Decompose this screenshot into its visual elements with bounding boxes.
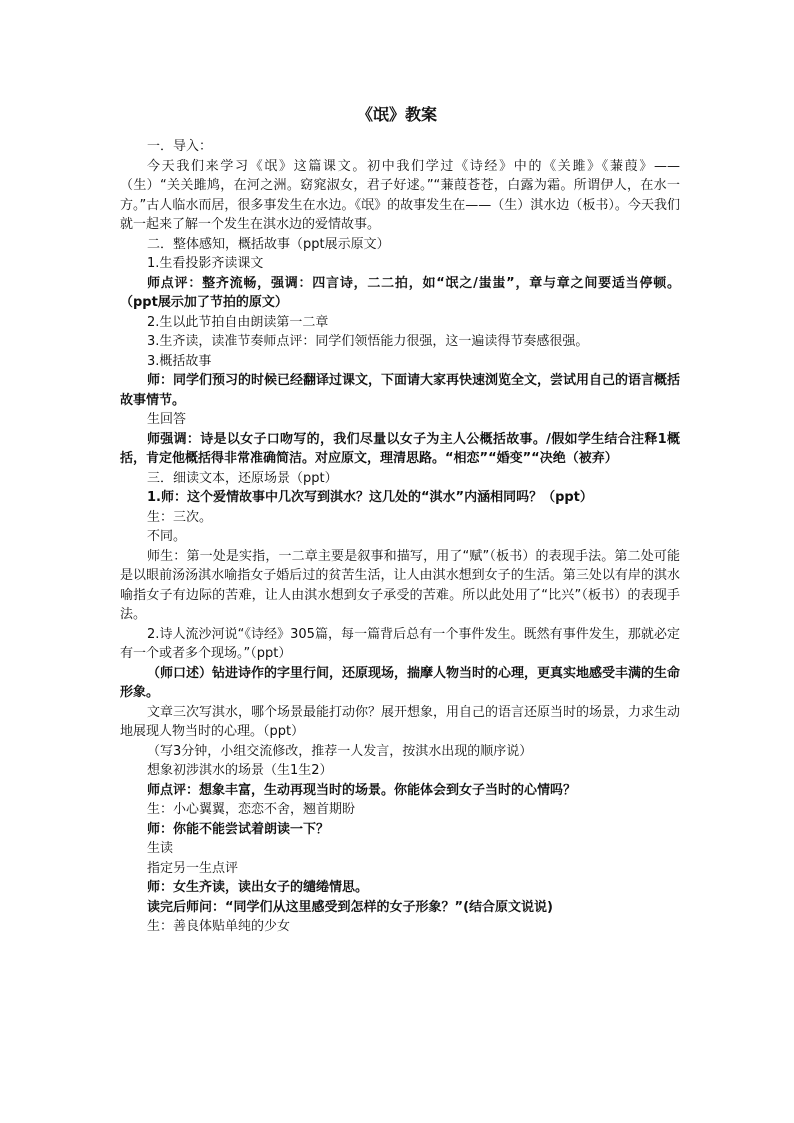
paragraph: 文章三次写淇水，哪个场景最能打动你？展开想象，用自己的语言还原当时的场景，力求生动地展现人物当时的心理。（ppt） [120, 704, 681, 739]
paragraph: 3.生齐读，读准节奏师点评：同学们领悟能力很强，这一遍读得节奏感很强。 [147, 334, 589, 349]
paragraph: 2.生以此节拍自由朗读第一二章 [147, 314, 329, 330]
paragraph: 2.诗人流沙河说“《诗经》305篇，每一篇背后总有一个事件发生。既然有事件发生，那就必定有一个或者多个现场。”（ppt） [120, 626, 680, 661]
paragraph: 一．导入： [147, 139, 213, 154]
paragraph: 师点评：整齐流畅，强调：四言诗，二二拍，如“氓之/蚩蚩”，章与章之间要适当停顿。（ppt展示加了节拍的原文） [120, 275, 680, 310]
paragraph: 师：同学们预习的时候已经翻译过课文，下面请大家再快速浏览全文，尝试用自己的语言概括故事情节。 [120, 373, 681, 408]
paragraph: 三．细读文本，还原场景（ppt） [147, 470, 338, 486]
paragraph: 生：三次。 [147, 509, 213, 525]
document-title: 《氓》教案 [356, 105, 437, 124]
paragraph: 二．整体感知，概括故事（ppt展示原文） [147, 236, 390, 252]
paragraph: （写3分钟，小组交流修改，推荐一人发言，按淇水出现的顺序说） [147, 743, 533, 759]
paragraph: 生读 [147, 841, 174, 856]
paragraph: 3.概括故事 [147, 353, 212, 369]
paragraph: 师：你能不能尝试着朗读一下？ [147, 821, 330, 837]
paragraph: 生：善良体贴单纯的少女 [147, 919, 291, 934]
paragraph: （师口述）钻进诗作的字里行间，还原现场，揣摩人物当时的心理，更真实地感受丰满的生命形象。 [120, 665, 681, 700]
paragraph: 1.师：这个爱情故事中几次写到淇水？这几处的“淇水”内涵相同吗？（ppt） [147, 490, 593, 505]
paragraph: 今天我们来学习《氓》这篇课文。初中我们学过《诗经》中的《关雎》《蒹葭》——（生）“关关雎鸠，在河之洲。窈窕淑女，君子好逑。”“蒹葭苍苍，白露为霜。所谓伊人，在水一方。”古人临水而居，很多事发生在水边。《氓》的故事发生在——（生）淇水边（板书）。今天我们就一起来了解一个发生在淇水边的爱情故事。 [120, 158, 680, 232]
paragraph: 生回答 [147, 412, 187, 427]
paragraph: 生：小心翼翼，恋恋不舍，翘首期盼 [147, 802, 356, 817]
paragraph: 师强调：诗是以女子口吻写的，我们尽量以女子为主人公概括故事。/假如学生结合注释1概括，肯定他概括得非常准确简洁。对应原文，理清思路。“相恋”“婚变”“决绝（被弃） [120, 431, 680, 466]
paragraph: 指定另一生点评 [147, 860, 239, 876]
paragraph: 不同。 [147, 529, 187, 544]
document-body [120, 137, 680, 937]
paragraph: 师点评：想象丰富，生动再现当时的场景。你能体会到女子当时的心情吗？ [147, 782, 577, 798]
paragraph: 师生：第一处是实指，一二章主要是叙事和描写，用了“赋”（板书）的表现手法。第二处可能是以眼前汤汤淇水喻指女子婚后过的贫苦生活，让人由淇水想到女子的生活。第三处以有岸的淇水喻指女子有边际的苦难，让人由淇水想到女子承受的苦难。所以此处用了“比兴”（板书）的表现手法。 [120, 548, 680, 622]
paragraph: 1.生看投影齐读课文 [147, 256, 264, 271]
paragraph: 读完后师问：“同学们从这里感受到怎样的女子形象？”(结合原文说说) [147, 899, 553, 915]
paragraph: 师：女生齐读，读出女子的缱绻情思。 [147, 880, 369, 895]
paragraph: 想象初涉淇水的场景（生1生2） [147, 763, 333, 778]
